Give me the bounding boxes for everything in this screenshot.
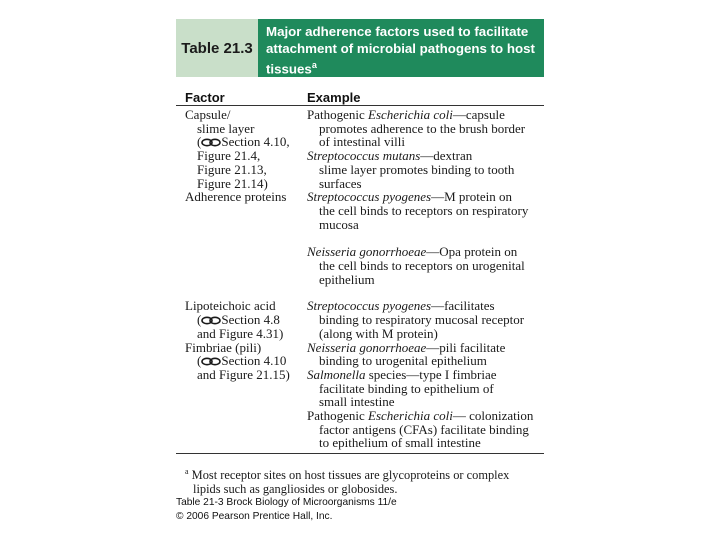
factor-cell: Lipoteichoic acid ( Section 4.8 and Figure 4.31) [185, 298, 284, 341]
column-header-example: Example [307, 90, 361, 105]
table-number: Table 21.3 [176, 19, 258, 77]
table-footnote: $^a$ Most receptor sites on host tissues are glycoproteins or complex lipids such as gangliosides or globosides. [185, 467, 510, 496]
source-credit: Table 21-3 Brock Biology of Microorganisms 11/e © 2006 Pearson Prentice Hall, Inc. [176, 497, 397, 522]
footnote-mark: a [311, 60, 317, 70]
factor-cell: Capsule/ slime layer ( Section 4.10, Figure 21.4, Figure 21.13, Figure 21.14) [185, 107, 290, 191]
cross-reference-icon [201, 357, 221, 366]
factor-cell: Fimbriae (pili) ( Section 4.10 and Figure 21.15) [185, 339, 290, 382]
header-rule [176, 105, 544, 106]
table-row [176, 299, 544, 340]
example-cell: Streptococcus pyogenes—M protein on the cell binds to receptors on respiratory mucosa Neisseria gonorrhoeae—Opa protein on the cell binds to receptors on urogenital epithelium [307, 189, 529, 287]
table-row [176, 108, 544, 190]
factor-cell: Adherence proteins [185, 189, 287, 205]
example-cell: Streptococcus pyogenes—facilitates binding to respiratory mucosal receptor (along with M protein) [307, 298, 525, 341]
table-row [176, 341, 544, 451]
example-cell: Neisseria gonorrhoeae—pili facilitate binding to urogenital epithelium Salmonella species—type I fimbriae facilitate binding to epithelium of small intestine Pathogenic Escherichia coli— colonization factor antigens (CFAs) facilitate binding to epithelium of small intestine [307, 339, 534, 451]
table-header [176, 19, 544, 77]
table-title-line: tissues$^a$ [266, 60, 317, 77]
cross-reference-icon [201, 316, 221, 325]
example-cell: Pathogenic Escherichia coli—capsule promotes adherence to the brush border of intestinal villi Streptococcus mutans—dextran slime layer promotes binding to tooth surfaces [307, 107, 526, 191]
footnote-mark: a [185, 467, 189, 476]
table-title [258, 19, 544, 77]
cross-reference-icon [201, 138, 221, 147]
table-body [176, 108, 544, 450]
table-title-line: attachment of microbial pathogens to host [266, 41, 535, 56]
table-row [176, 190, 544, 286]
column-header-factor: Factor [185, 90, 225, 105]
table-title-line: Major adherence factors used to facilitate [266, 24, 529, 39]
footer-rule [176, 453, 544, 454]
